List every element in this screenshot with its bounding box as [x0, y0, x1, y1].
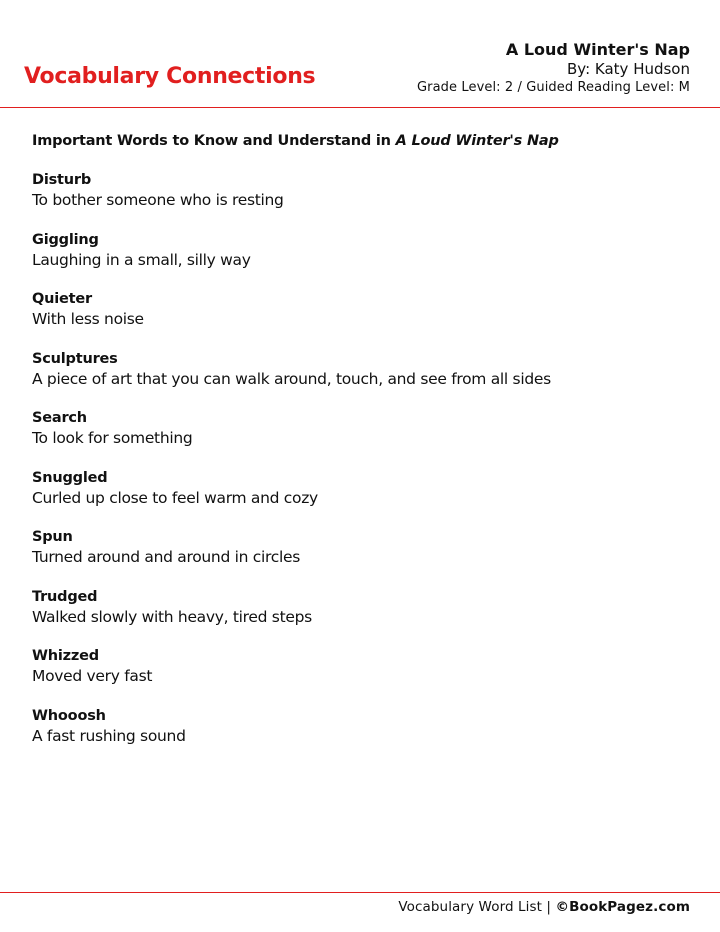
vocab-word: Spun [32, 529, 73, 545]
vocab-definition: Walked slowly with heavy, tired steps [32, 607, 312, 626]
vocab-entry [32, 646, 692, 686]
intro-heading [32, 131, 692, 151]
vocab-entry [32, 706, 692, 746]
vocab-word: Whooosh [32, 707, 106, 724]
vocab-definition: Turned around and around in circles [32, 548, 300, 566]
vocab-definition: A fast rushing sound [32, 726, 186, 745]
vocab-word: Sculptures [32, 350, 118, 367]
vocab-definition: Laughing in a small, silly way [32, 250, 251, 269]
vocab-word: Trudged [32, 588, 98, 605]
vocabulary-content [32, 131, 692, 765]
vocab-word: Quieter [32, 291, 92, 307]
header-divider [0, 107, 720, 108]
vocab-word: Disturb [32, 172, 92, 188]
reading-level: Grade Level: 2 / Guided Reading Level: M [416, 80, 690, 95]
page-header [0, 0, 720, 108]
vocab-entry [32, 349, 692, 389]
vocab-entry [32, 527, 692, 567]
book-author: By: Katy Hudson [567, 60, 690, 78]
vocab-definition: A piece of art that you can walk around, touch, and see from all sides [32, 369, 551, 388]
page-footer [398, 898, 690, 916]
vocab-word: Whizzed [32, 648, 99, 664]
vocab-entry [32, 468, 692, 508]
vocab-definition: Moved very fast [32, 667, 153, 685]
vocab-word: Giggling [32, 231, 99, 248]
vocab-word: Snuggled [32, 469, 108, 486]
footer-brand: ©BookPagez.com [555, 899, 690, 915]
footer-divider [0, 892, 720, 893]
book-title: A Loud Winter's Nap [505, 40, 690, 59]
vocab-entry [32, 289, 692, 329]
vocab-definition: To look for something [32, 429, 193, 447]
footer-label: Vocabulary Word List | [398, 899, 556, 915]
vocab-entry [32, 408, 692, 448]
vocab-word: Search [32, 410, 87, 426]
vocab-entry [32, 230, 692, 270]
vocab-entry [32, 587, 692, 627]
vocab-entry [32, 170, 692, 210]
intro-prefix: Important Words to Know and Understand in [32, 133, 396, 149]
vocab-definition: To bother someone who is resting [32, 191, 284, 209]
section-title: Vocabulary Connections [24, 64, 316, 89]
vocab-definition: Curled up close to feel warm and cozy [32, 488, 318, 507]
intro-book-title: A Loud Winter's Nap [395, 133, 559, 149]
book-info [417, 40, 690, 97]
vocab-definition: With less noise [32, 310, 144, 328]
